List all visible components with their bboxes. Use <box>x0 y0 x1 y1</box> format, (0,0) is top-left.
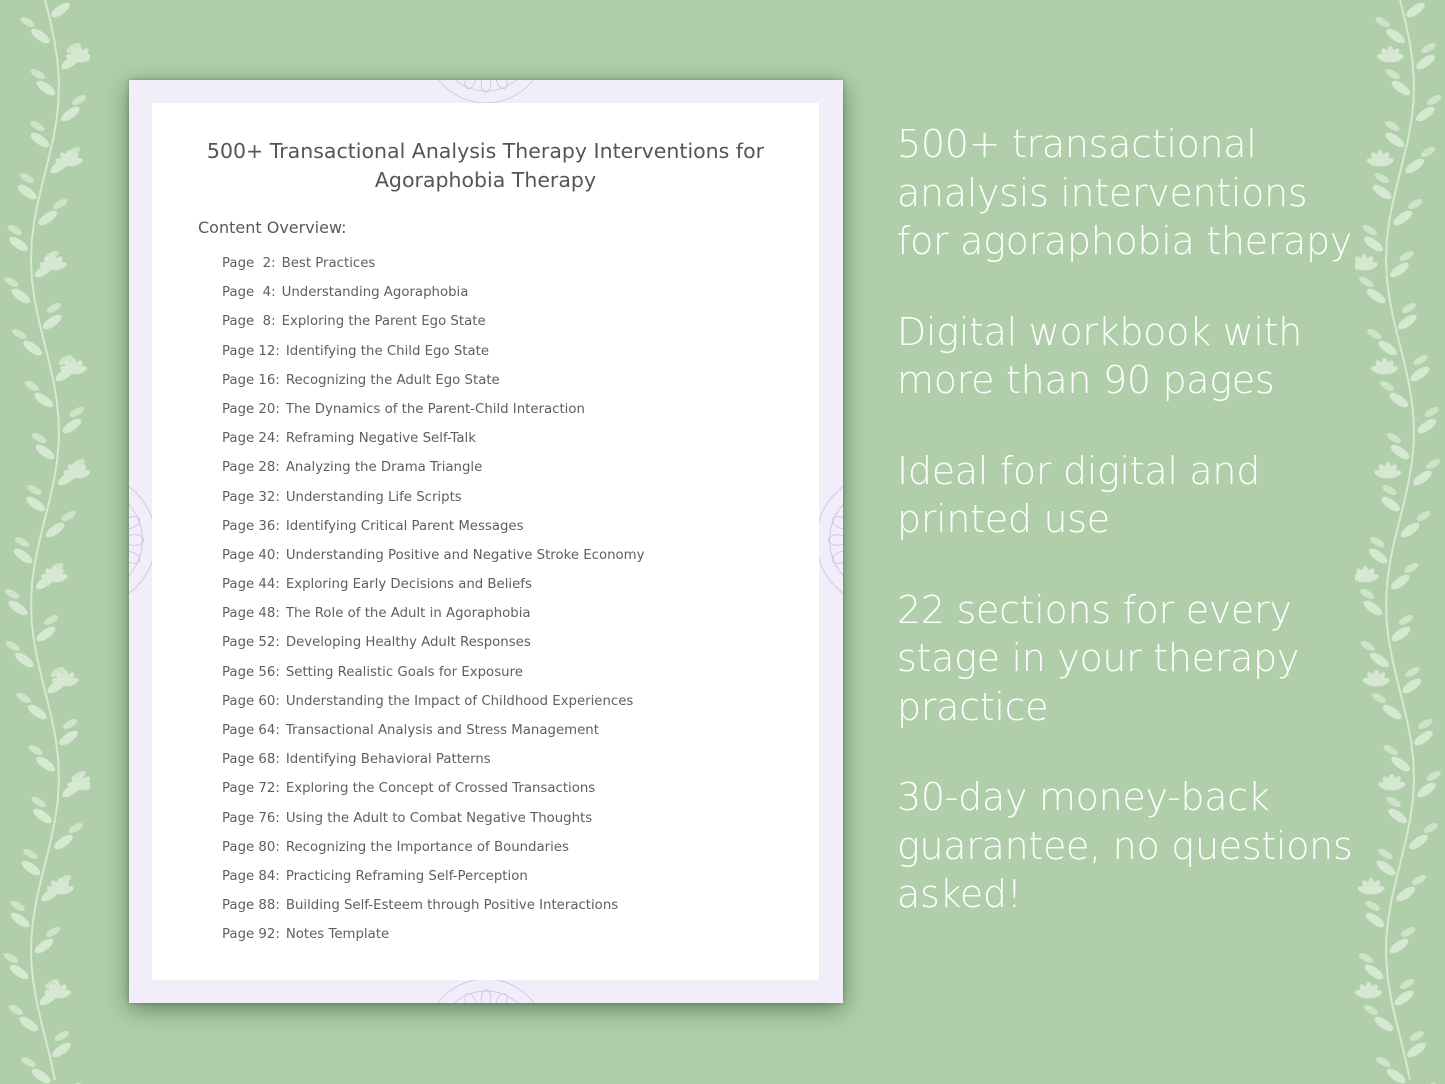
toc-page-number: Page 92: <box>222 927 280 943</box>
toc-section-title: Exploring the Parent Ego State <box>281 314 486 330</box>
toc-section-title: Identifying Critical Parent Messages <box>285 518 524 534</box>
toc-item <box>222 312 644 341</box>
toc-page-number: Page 2: <box>222 256 276 271</box>
toc-item <box>222 488 644 517</box>
toc-item <box>222 838 644 867</box>
toc-section-title: Understanding Positive and Negative Stroke Economy <box>285 547 645 563</box>
toc-item <box>222 283 644 312</box>
feature-item: 22 sections for every stage in your therapy practice <box>897 587 1300 729</box>
toc-item <box>222 896 644 925</box>
toc-page-number: Page 72: <box>222 781 280 797</box>
toc-item <box>222 575 644 604</box>
toc-page-number: Page 32: <box>222 489 280 505</box>
page-content <box>152 103 819 980</box>
toc-section-title: The Role of the Adult in Agoraphobia <box>285 606 531 622</box>
toc-item <box>222 546 644 575</box>
toc-section-title: Notes Template <box>285 927 390 943</box>
toc-section-title: The Dynamics of the Parent-Child Interaction <box>285 401 585 417</box>
toc-section-title: Exploring Early Decisions and Beliefs <box>285 577 532 593</box>
toc-item <box>222 633 644 662</box>
toc-section-title: Setting Realistic Goals for Exposure <box>285 664 523 680</box>
toc-section-title: Developing Healthy Adult Responses <box>285 635 531 651</box>
toc-page-number: Page 80: <box>222 839 280 855</box>
toc-item <box>222 692 644 721</box>
toc-item <box>222 867 644 896</box>
toc-item <box>222 925 644 954</box>
feature-list <box>897 120 1357 961</box>
feature-item: 30-day money-back guarantee, no questions asked! <box>897 775 1353 916</box>
toc-page-number: Page 68: <box>222 752 280 768</box>
toc-page-number: Page 20: <box>222 401 280 417</box>
document-title: 500+ Transactional Analysis Therapy Interventions for Agoraphobia Therapy <box>206 139 765 192</box>
toc-item <box>222 721 644 750</box>
toc-section-title: Understanding the Impact of Childhood Experiences <box>285 693 634 709</box>
floral-vine-left-icon <box>0 0 90 1084</box>
toc-page-number: Page 28: <box>222 460 280 476</box>
toc-section-title: Understanding Life Scripts <box>285 489 462 505</box>
toc-item <box>222 342 644 371</box>
mandala-bottom-icon <box>381 976 591 1003</box>
toc-page-number: Page 76: <box>222 810 280 826</box>
toc-page-number: Page 40: <box>222 547 280 563</box>
toc-section-title: Recognizing the Adult Ego State <box>285 372 500 388</box>
toc-section-title: Exploring the Concept of Crossed Transactions <box>285 781 596 797</box>
toc-item <box>222 400 644 429</box>
toc-section-title: Recognizing the Importance of Boundaries <box>285 839 569 855</box>
toc-item <box>222 604 644 633</box>
toc-page-number: Page 16: <box>222 372 280 388</box>
toc-page-number: Page 12: <box>222 343 280 359</box>
toc-section-title: Understanding Agoraphobia <box>281 285 469 301</box>
toc-item <box>222 371 644 400</box>
toc-section-title: Using the Adult to Combat Negative Thoughts <box>285 810 593 826</box>
toc-item <box>222 663 644 692</box>
toc-section-title: Transactional Analysis and Stress Management <box>285 723 599 738</box>
toc-section-title: Identifying Behavioral Patterns <box>285 752 491 768</box>
toc-page-number: Page 24: <box>222 431 280 447</box>
toc-section-title: Reframing Negative Self-Talk <box>285 431 476 447</box>
toc-section-title: Building Self-Esteem through Positive Interactions <box>285 898 619 914</box>
toc-page-number: Page 44: <box>222 577 280 593</box>
toc-item <box>222 750 644 779</box>
toc-section-title: Analyzing the Drama Triangle <box>285 460 483 476</box>
toc-item <box>222 779 644 808</box>
toc-page-number: Page 64: <box>222 723 280 738</box>
feature-item: Ideal for digital and printed use <box>897 448 1261 541</box>
toc-page-number: Page 36: <box>222 518 280 534</box>
toc-section-title: Identifying the Child Ego State <box>285 343 490 359</box>
toc-page-number: Page 8: <box>222 314 276 330</box>
toc-page-number: Page 52: <box>222 635 280 651</box>
toc-item <box>222 458 644 487</box>
feature-item: Digital workbook with more than 90 pages <box>897 309 1302 402</box>
toc-item <box>222 429 644 458</box>
toc-page-number: Page 4: <box>222 285 276 301</box>
feature-item: 500+ transactional analysis interventions for agoraphobia therapy <box>897 122 1353 263</box>
table-of-contents <box>222 254 644 955</box>
toc-page-number: Page 88: <box>222 898 280 914</box>
content-overview-label: Content Overview: <box>198 218 347 237</box>
toc-item <box>222 809 644 838</box>
toc-page-number: Page 60: <box>222 693 280 709</box>
toc-page-number: Page 84: <box>222 868 280 884</box>
toc-item <box>222 254 644 283</box>
floral-vine-right-icon <box>1355 0 1445 1084</box>
toc-page-number: Page 56: <box>222 664 280 680</box>
toc-section-title: Best Practices <box>281 256 376 271</box>
toc-item <box>222 517 644 546</box>
toc-page-number: Page 48: <box>222 606 280 622</box>
workbook-page-preview <box>129 80 843 1003</box>
toc-section-title: Practicing Reframing Self-Perception <box>285 868 528 884</box>
